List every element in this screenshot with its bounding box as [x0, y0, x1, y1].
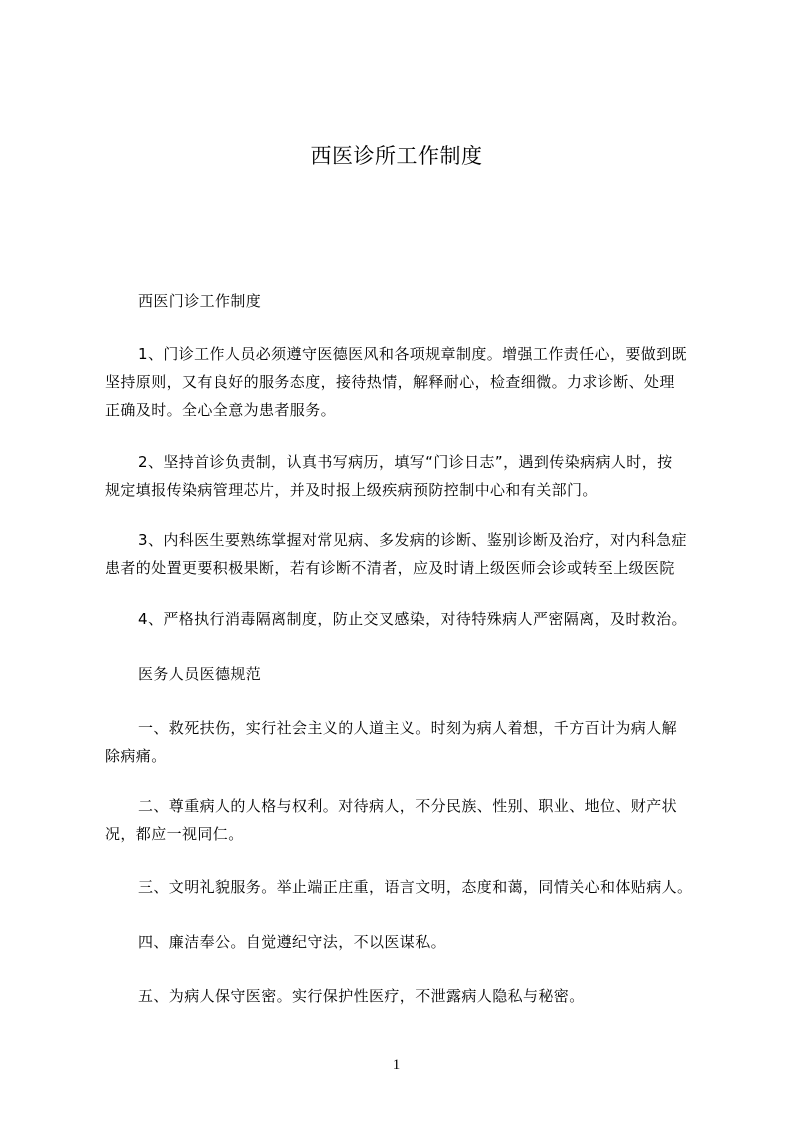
paragraph-line: 2、坚持首诊负责制，认真书写病历，填写“门诊日志”，遇到传染病病人时，按 — [138, 453, 673, 471]
paragraph-line: 况，都应一视同仁。 — [105, 825, 244, 843]
section-heading-outpatient — [105, 287, 700, 315]
ethic-5-paragraph — [105, 982, 700, 1010]
paragraph-line: 坚持原则，又有良好的服务态度，接待热情，解释耐心，检查细微。力求诊断、处理 — [105, 373, 675, 391]
paragraph-line: 二、尊重病人的人格与权利。对待病人，不分民族、性别、职业、地位、财产状 — [138, 797, 678, 815]
ethic-3-paragraph — [105, 873, 700, 901]
document-title: 西医诊所工作制度 — [310, 144, 483, 168]
rule-3-paragraph — [105, 526, 700, 582]
paragraph-line: 规定填报传染病管理芯片，并及时报上级疾病预防控制中心和有关部门。 — [105, 481, 598, 499]
paragraph-line: 除病痛。 — [105, 747, 167, 765]
paragraph-line: 4、严格执行消毒隔离制度，防止交叉感染，对待特殊病人严密隔离，及时救治。 — [138, 610, 687, 628]
ethic-2-paragraph — [105, 792, 700, 848]
ethic-4-paragraph — [105, 928, 700, 956]
paragraph-line: 正确及时。全心全意为患者服务。 — [105, 401, 337, 419]
paragraph-line: 3、内科医生要熟练掌握对常见病、多发病的诊断、鉴别诊断及治疗，对内科急症 — [138, 531, 687, 549]
rule-1-paragraph — [105, 340, 700, 424]
paragraph-line: 三、文明礼貌服务。举止端正庄重，语言文明，态度和蔼，同情关心和体贴病人。 — [138, 878, 693, 896]
paragraph-line: 五、为病人保守医密。实行保护性医疗，不泄露病人隐私与秘密。 — [138, 987, 585, 1005]
ethic-1-paragraph — [105, 714, 700, 770]
page-number: 1 — [392, 1057, 401, 1073]
section-heading-ethics — [105, 660, 700, 688]
rule-2-paragraph — [105, 448, 700, 504]
section-heading-text: 西医门诊工作制度 — [138, 292, 262, 310]
paragraph-line: 患者的处置更要积极果断，若有诊断不清者，应及时请上级医师会诊或转至上级医院 — [105, 559, 675, 577]
section-heading-text: 医务人员医德规范 — [138, 665, 262, 683]
paragraph-line: 四、廉洁奉公。自觉遵纪守法，不以医谋私。 — [138, 933, 447, 951]
paragraph-line: 一、救死扶伤，实行社会主义的人道主义。时刻为病人着想，千方百计为病人解 — [138, 719, 678, 737]
rule-4-paragraph — [105, 605, 700, 633]
paragraph-line: 1、门诊工作人员必须遵守医德医风和各项规章制度。增强工作责任心，要做到既 — [138, 345, 687, 363]
